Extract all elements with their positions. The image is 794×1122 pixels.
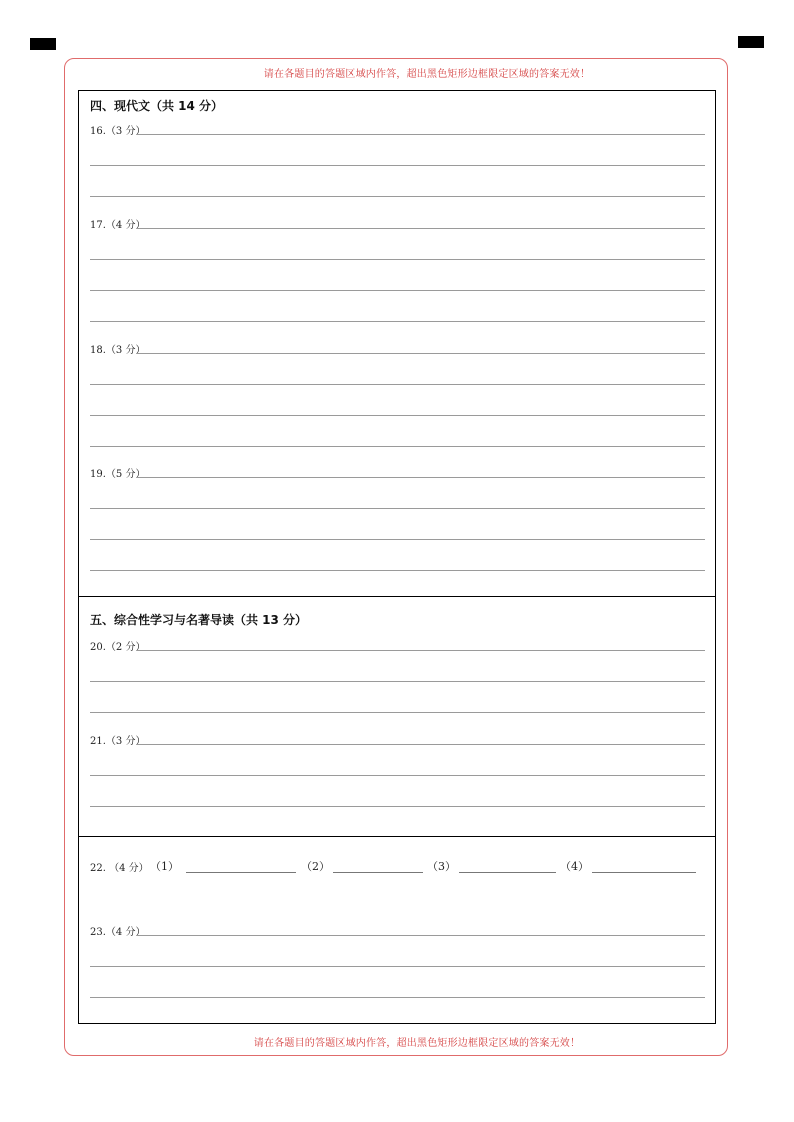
blank-1[interactable] (186, 872, 296, 873)
answer-line[interactable] (90, 775, 705, 776)
answer-line[interactable] (90, 290, 705, 291)
bottom-notice: 请在各题目的答题区域内作答，超出黑色矩形边框限定区域的答案无效！ (253, 1038, 581, 1049)
answer-line[interactable] (137, 134, 705, 135)
registration-mark-left (30, 38, 56, 50)
answer-line[interactable] (137, 228, 705, 229)
question-22-label: 22. （4 分） (90, 863, 149, 874)
answer-line[interactable] (90, 196, 705, 197)
answer-line[interactable] (90, 165, 705, 166)
question-19-label: 19.（5 分） (90, 469, 146, 480)
question-23-label: 23.（4 分） (90, 927, 146, 938)
blank-2[interactable] (333, 872, 423, 873)
answer-line[interactable] (90, 570, 705, 571)
answer-line[interactable] (137, 650, 705, 651)
answer-line[interactable] (90, 384, 705, 385)
answer-line[interactable] (90, 997, 705, 998)
blank-2-marker: （2） (301, 860, 330, 873)
question-20-label: 20.（2 分） (90, 642, 146, 653)
answer-line[interactable] (90, 539, 705, 540)
section-comprehensive-learning (79, 597, 715, 837)
section-modern-reading (79, 91, 715, 597)
blank-3-marker: （3） (427, 860, 456, 873)
blank-4-marker: （4） (560, 860, 589, 873)
answer-line[interactable] (90, 446, 705, 447)
question-17-label: 17.（4 分） (90, 220, 146, 231)
question-16-label: 16.（3 分） (90, 126, 146, 137)
blank-1-marker: （1） (150, 860, 179, 873)
top-notice: 请在各题目的答题区域内作答，超出黑色矩形边框限定区域的答案无效！ (263, 69, 591, 80)
answer-line[interactable] (90, 321, 705, 322)
question-22-row (79, 857, 715, 877)
answer-line[interactable] (90, 966, 705, 967)
answer-box (78, 90, 716, 1024)
registration-mark-right (738, 36, 764, 48)
question-18-label: 18.（3 分） (90, 345, 146, 356)
answer-line[interactable] (90, 806, 705, 807)
answer-line[interactable] (137, 477, 705, 478)
answer-line[interactable] (90, 259, 705, 260)
answer-line[interactable] (137, 353, 705, 354)
answer-line[interactable] (90, 508, 705, 509)
answer-line[interactable] (90, 712, 705, 713)
section-title: 五、综合性学习与名著导读（共 13 分） (90, 613, 308, 627)
blank-3[interactable] (459, 872, 556, 873)
answer-line[interactable] (90, 415, 705, 416)
answer-line[interactable] (90, 681, 705, 682)
question-21-label: 21.（3 分） (90, 736, 146, 747)
section-title: 四、现代文（共 14 分） (90, 99, 224, 113)
section-fill-and-short-answer (79, 837, 715, 1023)
answer-line[interactable] (137, 935, 705, 936)
answer-line[interactable] (137, 744, 705, 745)
blank-4[interactable] (592, 872, 696, 873)
